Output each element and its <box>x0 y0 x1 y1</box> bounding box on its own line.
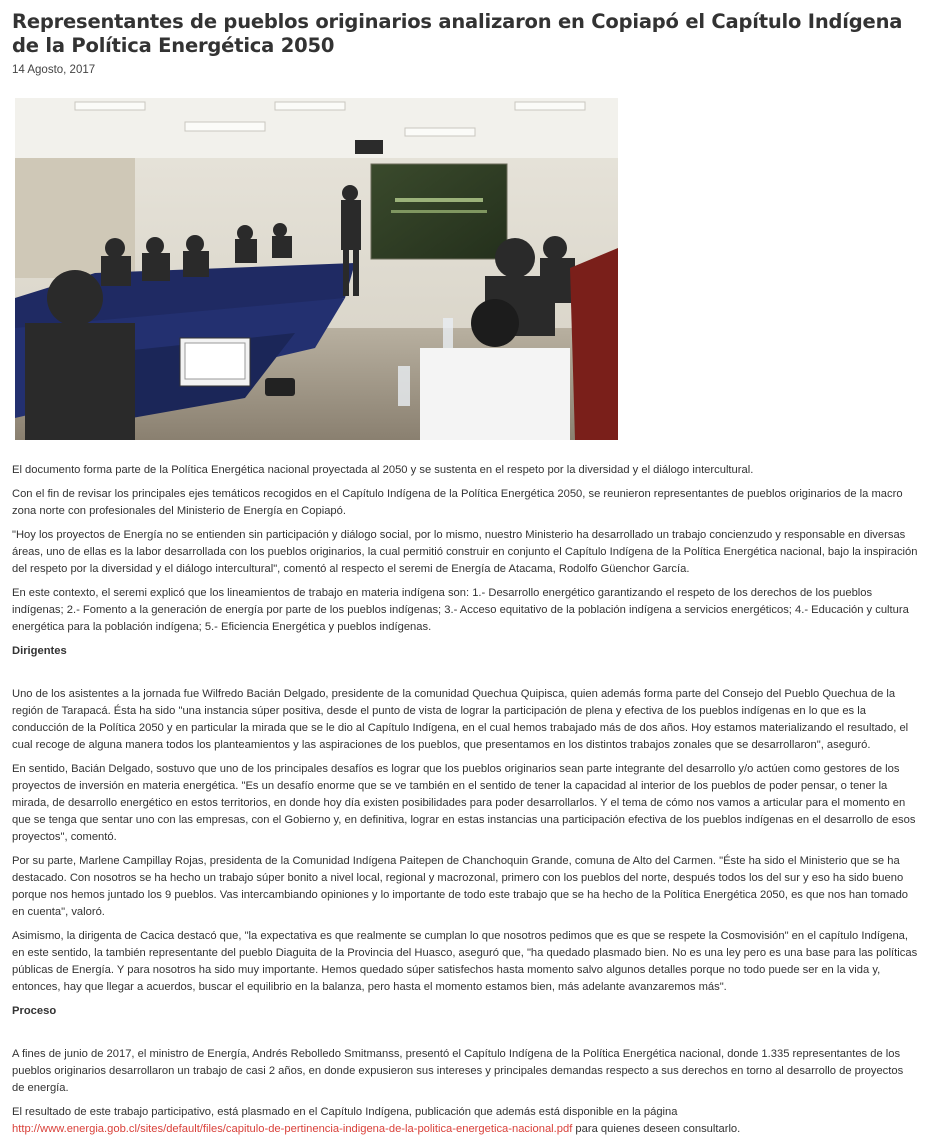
section-heading-dirigentes: Dirigentes <box>12 645 67 657</box>
paragraph: En este contexto, el seremi explicó que los lineamientos de trabajo en materia indígena son: 1.- Desarrollo energético garantizando el respeto de los derechos de los pueblos indígenas; 2.- Fomento a la generación de energía por parte de los pueblos indígenas; 3.- Acceso equitativo de la población indígena a servicios energéticos; 4.- Educación y cultura energética para la población indígena; 5.- Eficiencia Energética y pueblos indígenas. <box>12 587 909 633</box>
paragraph: En sentido, Bacián Delgado, sostuvo que uno de los principales desafíos es lograr que los pueblos originarios sean parte integrante del desarrollo y/o actúen como gestores de los proyectos de inversión en materia energética. "Es un desafío enorme que se ve también en el sentido de tener la capacidad al interior de los pueblos de poder pensar, o tener la mirada, de desarrollo energético en estos territorios, en donde hoy día existen posibilidades para poder desarrollarlos. Y el tema de cómo nos vamos a articular para el momento en que se tenga que sentar uno con las empresas, con el Gobierno y, en definitiva, lograr en estas instancias una participación efectiva de los pueblos indígenas en el desarrollo de esos proyectos", comentó. <box>12 763 916 843</box>
paragraph: A fines de junio de 2017, el ministro de Energía, Andrés Rebolledo Smitmanss, presentó el Capítulo Indígena de la Política Energética nacional, donde 1.335 representantes de los pueblos originarios desarrollaron un trabajo de casi 2 años, en donde expusieron sus intereses y principales demandas respecto a sus derechos en torno al desarrollo de proyectos de energía. <box>12 1048 904 1094</box>
section-heading-proceso: Proceso <box>12 1005 57 1017</box>
article-date: 14 Agosto, 2017 <box>12 64 96 76</box>
article-title: Representantes de pueblos originarios analizaron en Copiapó el Capítulo Indígena de la Política Energética 2050 <box>12 10 903 57</box>
paragraph: "Hoy los proyectos de Energía no se entienden sin participación y diálogo social, por lo mismo, nuestro Ministerio ha desarrollado un trabajo concienzudo y responsable en diversas áreas, uno de ellas es la labor desarrollada con los pueblos originarios, la cual permitió construir en conjunto el Capítulo Indígena de la Política Energética nacional, bajo la inspiración del respeto por la diversidad y el diálogo intercultural", comentó al respecto el seremi de Energía de Atacama, Rodolfo Güenchor García. <box>12 529 918 575</box>
paragraph: Por su parte, Marlene Campillay Rojas, presidenta de la Comunidad Indígena Paitepen de Chanchoquin Grande, comuna de Alto del Carmen. "Éste ha sido el Ministerio que se ha destacado. Con nosotros se ha hecho un trabajo súper bonito a nivel local, regional y macrozonal, primero con los pueblos del norte, después todos los del sur y eso ha sido bueno porque nos hemos juntado los 9 pueblos. Vas intercambiando opiniones y lo importante de todo este trabajo que se ha hecho de la Política Energética 2050, es que nos han tomado en cuenta", valoró. <box>12 855 909 918</box>
closing-text: El resultado de este trabajo participativo, está plasmado en el Capítulo Indígena, publicación que además está disponible en la página <box>12 1106 678 1118</box>
closing-text-end: para quienes deseen consultarlo. <box>572 1123 741 1135</box>
pdf-link[interactable]: http://www.energia.gob.cl/sites/default/files/capitulo-de-pertinencia-indigena-de-la-politica-energetica-nacional.pdf <box>12 1123 573 1135</box>
closing-paragraph <box>12 1104 918 1138</box>
paragraph: Uno de los asistentes a la jornada fue Wilfredo Bacián Delgado, presidente de la comunidad Quechua Quipisca, quien además forma parte del Consejo del Pueblo Quechua de la región de Tarapacá. Ésta ha sido "una instancia súper positiva, desde el punto de vista de lograr la participación de plena y efectiva de los pueblos indígenas en lo que es la conducción de la Política 2050 y en particular la mirada que se le dio al Capítulo Indígena, en el cual hemos trabajado más de dos años. Hoy estamos materializando el resultado, el cual recoge de alguna manera todos los planteamientos y las aspiraciones de los pueblos, que presentamos en los distintos trabajos zonales que se desarrollaron", aseguró. <box>12 688 909 751</box>
paragraph: Con el fin de revisar los principales ejes temáticos recogidos en el Capítulo Indígena de la Política Energética 2050, se reunieron representantes de pueblos originarios de la macro zona norte con profesionales del Ministerio de Energía en Copiapó. <box>12 488 903 517</box>
article-body <box>12 462 918 1145</box>
article-photo <box>15 98 618 440</box>
paragraph: Asimismo, la dirigenta de Cacica destacó que, "la expectativa es que realmente se cumplan lo que nosotros pedimos que es que se respete la Cosmovisión" en el capítulo Indígena, en este sentido, la también representante del pueblo Diaguita de la Provincia del Huasco, aseguró que, "ha quedado plasmado bien. No es una ley pero es una base para las políticas públicas de Energía. Y para nosotros ha sido muy importante. Hemos quedado súper satisfechos hasta momento salvo algunos detalles porque no todo puede ser en la vida y, entonces, hay que llegar a acuerdos, buscar el equilibrio en la balanza, pero hasta el momento estamos bien, más adelante avanzaremos más". <box>12 930 918 993</box>
paragraph: El documento forma parte de la Política Energética nacional proyectada al 2050 y se sustenta en el respeto por la diversidad y el diálogo intercultural. <box>12 464 754 476</box>
